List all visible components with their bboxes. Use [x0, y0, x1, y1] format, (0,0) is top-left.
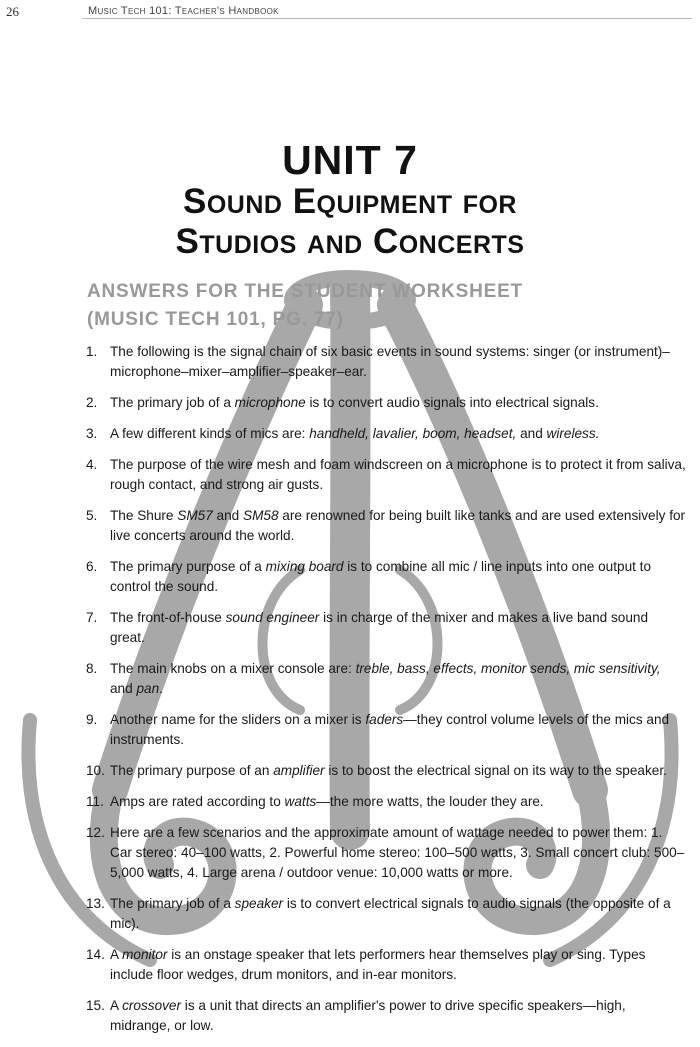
- answer-text: Another name for the sliders on a mixer is: [110, 712, 366, 727]
- answer-text: The primary purpose of a: [110, 559, 266, 574]
- answer-text: The purpose of the wire mesh and foam windscreen on a microphone is to protect it from saliva, rough contact, and strong air gusts.: [110, 457, 686, 492]
- answer-text: The following is the signal chain of six basic events in sound systems: singer (or instrument)–microphone–mixer–amplifier–speaker–ear.: [110, 344, 670, 379]
- header-rule: [82, 18, 692, 19]
- unit-title-block: [0, 138, 700, 262]
- section-heading-line1: ANSWERS FOR THE STUDENT WORKSHEET: [87, 281, 523, 302]
- answer-term: SM58: [243, 508, 279, 523]
- answer-number: 1.: [86, 344, 98, 359]
- answer-text: Amps are rated according to: [110, 794, 285, 809]
- answer-item: [86, 659, 686, 699]
- answer-item: [86, 608, 686, 648]
- answer-number: 9.: [86, 712, 98, 727]
- answer-number: 7.: [86, 610, 98, 625]
- answer-item: [86, 455, 686, 495]
- answer-term: handheld, lavalier, boom, headset,: [309, 426, 517, 441]
- answer-term: faders: [365, 712, 404, 727]
- answer-text: The primary purpose of an: [110, 763, 274, 778]
- answer-text: A few different kinds of mics are:: [110, 426, 310, 441]
- page-header: [0, 0, 700, 22]
- answer-text: is to convert audio signals into electrical signals.: [305, 395, 599, 410]
- answer-text: is an onstage speaker that lets performers hear themselves play or sing. Types include floor wedges, drum monitors, and in-ear monitors.: [110, 947, 646, 982]
- answer-number: 2.: [86, 395, 98, 410]
- answer-number: 6.: [86, 559, 98, 574]
- answer-number: 4.: [86, 457, 98, 472]
- unit-subtitle-line1: Sound Equipment for: [183, 182, 517, 221]
- answer-number: 12.: [86, 825, 105, 840]
- answer-term: SM57: [177, 508, 213, 523]
- answer-text: is to convert electrical signals to audio signals (the opposite of a mic).: [110, 896, 671, 931]
- answer-item: [86, 710, 686, 750]
- answer-text: The primary job of a: [110, 896, 235, 911]
- answer-text: are renowned for being built like tanks and are used extensively for live concerts around the world.: [110, 508, 686, 543]
- answer-text: —the more watts, the louder they are.: [316, 794, 544, 809]
- answer-text: The main knobs on a mixer console are:: [110, 661, 356, 676]
- answer-number: 8.: [86, 661, 98, 676]
- answer-text: The front-of-house: [110, 610, 226, 625]
- answer-number: 10.: [86, 763, 105, 778]
- answer-number: 11.: [86, 794, 104, 809]
- answer-text: and: [110, 681, 137, 696]
- unit-subtitle-line2: Studios and Concerts: [175, 222, 525, 261]
- answer-text: Here are a few scenarios and the approximate amount of wattage needed to power them: 1. Car stereo: 40–100 watts, 2. Powerful home stereo: 100–500 watts, 3. Small concert club: 500–5,000 watts, 4. Large arena / outdoor venue: 10,000 watts or more.: [110, 825, 685, 880]
- answer-item: [86, 792, 686, 812]
- answer-text: A: [110, 947, 123, 962]
- answer-text: The Shure: [110, 508, 178, 523]
- answer-number: 14.: [86, 947, 105, 962]
- answer-term: amplifier: [273, 763, 325, 778]
- unit-number-heading: UNIT 7: [282, 137, 418, 183]
- answer-item: [86, 894, 686, 934]
- answer-item: [86, 393, 686, 413]
- answer-term: microphone: [234, 395, 306, 410]
- answer-text: The primary job of a: [110, 395, 235, 410]
- answer-text: is to boost the electrical signal on its way to the speaker.: [324, 763, 667, 778]
- answer-term: mixing board: [265, 559, 344, 574]
- answer-term: wireless.: [546, 426, 600, 441]
- answers-list: [86, 342, 686, 1047]
- answer-number: 15.: [86, 998, 105, 1013]
- answer-item: [86, 342, 686, 382]
- answer-item: [86, 557, 686, 597]
- answer-term: watts: [284, 794, 317, 809]
- answer-text: .: [159, 681, 163, 696]
- answer-term: sound engineer: [225, 610, 320, 625]
- answer-text: is a unit that directs an amplifier's power to drive specific speakers—high, midrange, or low.: [110, 998, 626, 1033]
- answer-term: pan: [136, 681, 160, 696]
- answer-item: [86, 424, 686, 444]
- answer-text: —they control volume levels of the mics and instruments.: [110, 712, 670, 747]
- answer-item: [86, 506, 686, 546]
- answer-term: speaker: [234, 896, 284, 911]
- answer-term: crossover: [122, 998, 182, 1013]
- running-head: Music Tech 101: Teacher's Handbook: [88, 5, 279, 17]
- answer-text: is in charge of the mixer and makes a live band sound great.: [110, 610, 649, 645]
- answer-item: [86, 761, 686, 781]
- section-heading-line2: (MUSIC TECH 101, PG. 77): [87, 309, 344, 330]
- answer-item: [86, 996, 686, 1036]
- answer-item: [86, 945, 686, 985]
- section-heading: [87, 278, 647, 334]
- answer-text: A: [110, 998, 123, 1013]
- answer-number: 5.: [86, 508, 98, 523]
- answer-term: monitor: [122, 947, 168, 962]
- answer-text: is to combine all mic / line inputs into one output to control the sound.: [110, 559, 652, 594]
- answer-term: treble, bass, effects, monitor sends, mic sensitivity,: [355, 661, 661, 676]
- answer-number: 3.: [86, 426, 98, 441]
- answer-item: [86, 823, 686, 883]
- answer-text: and: [212, 508, 244, 523]
- page-number: 26: [6, 4, 19, 19]
- answer-number: 13.: [86, 896, 105, 911]
- answer-text: and: [516, 426, 547, 441]
